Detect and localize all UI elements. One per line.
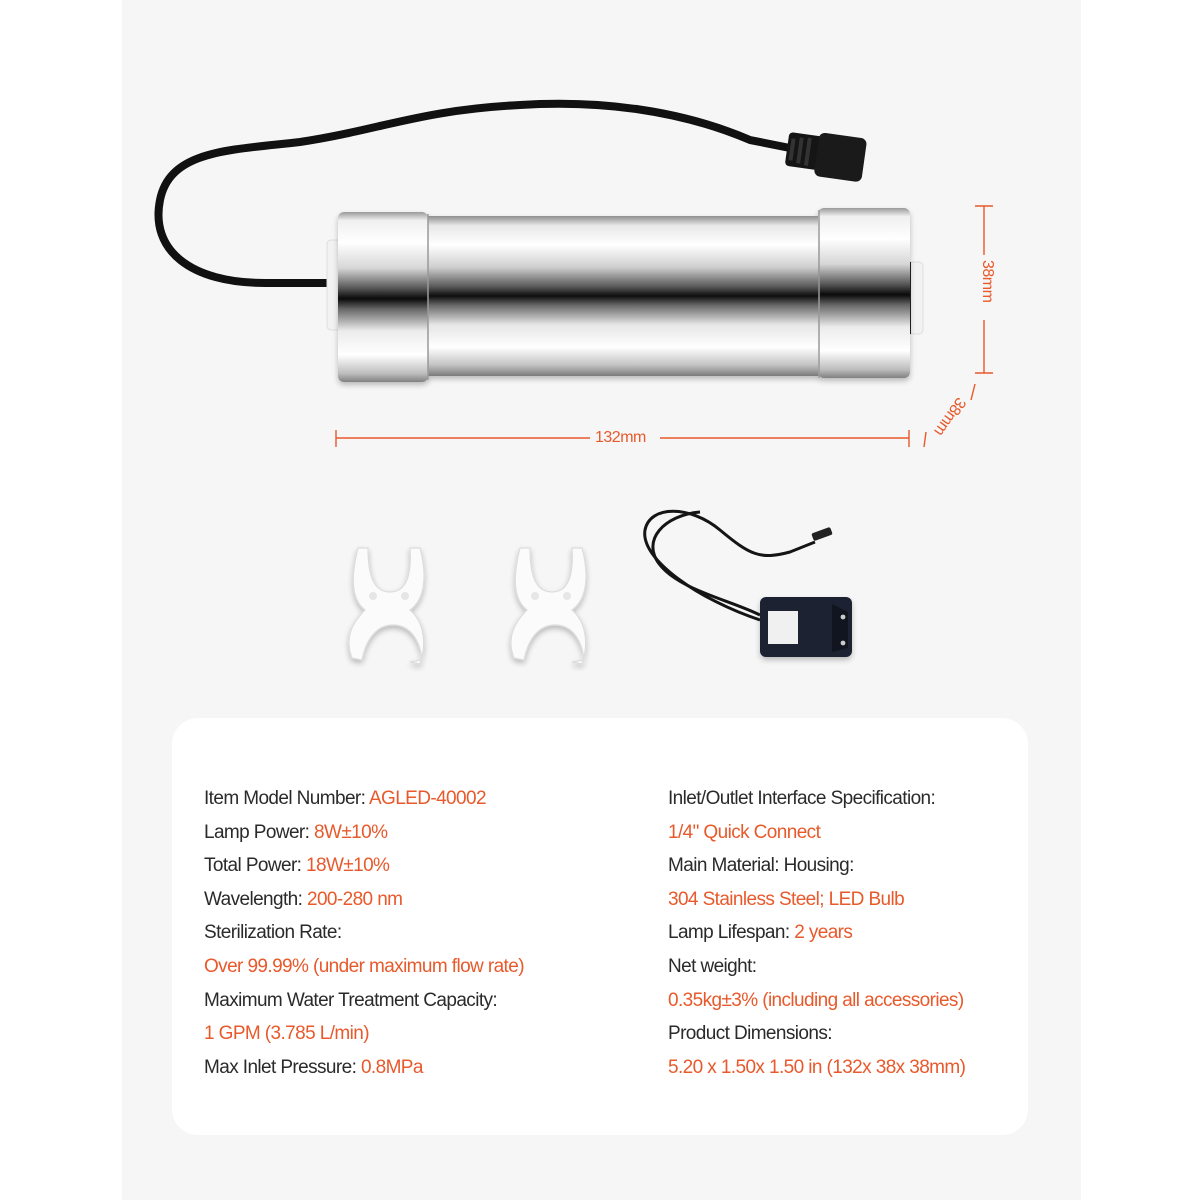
spec-net-weight-label <box>668 950 965 984</box>
spec-value: 200-280 nm <box>307 888 403 910</box>
height-dimension-label: 38mm <box>979 260 996 303</box>
spec-label: Product Dimensions: <box>668 1023 832 1045</box>
spec-value: 18W±10% <box>306 855 390 877</box>
spec-value: 8W±10% <box>314 821 388 843</box>
clip-accessory-1 <box>349 548 424 664</box>
spec-label: Item Model Number: <box>204 788 369 809</box>
spec-interface-label <box>668 782 965 816</box>
spec-value: 5.20 x 1.50x 1.50 in (132x 38x 38mm) <box>668 1056 966 1078</box>
steel-body <box>338 208 910 382</box>
power-adapter-accessory <box>645 511 852 657</box>
spec-sterilization-rate-label <box>204 916 524 950</box>
spec-total-power <box>204 849 524 883</box>
spec-value: AGLED-40002 <box>368 788 486 809</box>
spec-label: Total Power: <box>204 855 307 877</box>
spec-capacity-label <box>204 984 524 1018</box>
spec-label: Main Material: Housing: <box>668 855 854 877</box>
depth-dimension-label: 38mm <box>930 394 969 439</box>
spec-sterilization-rate-value <box>204 950 524 984</box>
spec-capacity-value <box>204 1017 524 1051</box>
spec-value: 0.35kg±3% (including all accessories) <box>668 989 964 1011</box>
spec-dimensions-label <box>668 1017 965 1051</box>
spec-value: 2 years <box>794 922 853 944</box>
dc-connector <box>784 128 867 182</box>
spec-value: 1/4" Quick Connect <box>668 821 821 843</box>
spec-wavelength <box>204 883 524 917</box>
spec-card <box>172 718 1028 1135</box>
spec-label: Net weight: <box>668 955 757 977</box>
length-dimension-label: 132mm <box>595 429 646 446</box>
spec-label: Inlet/Outlet Interface Specification: <box>668 788 936 809</box>
spec-label: Lamp Power: <box>204 821 315 843</box>
spec-column-right <box>668 782 965 1084</box>
spec-value: 0.8MPa <box>360 1056 423 1078</box>
spec-model-number <box>204 782 524 816</box>
spec-label: Max Inlet Pressure: <box>204 1056 361 1078</box>
spec-label: Wavelength: <box>204 888 307 910</box>
spec-column-left <box>204 782 524 1084</box>
spec-value: 304 Stainless Steel; LED Bulb <box>668 888 905 910</box>
spec-interface-value <box>668 816 965 850</box>
spec-material-label <box>668 849 965 883</box>
spec-label: Lamp Lifespan: <box>668 922 795 944</box>
clip-accessory-2 <box>511 548 586 664</box>
spec-value: 1 GPM (3.785 L/min) <box>204 1023 369 1045</box>
spec-value: Over 99.99% (under maximum flow rate) <box>204 955 524 977</box>
spec-net-weight-value <box>668 984 965 1018</box>
spec-max-inlet-pressure <box>204 1051 524 1085</box>
spec-dimensions-value <box>668 1051 965 1085</box>
spec-label: Maximum Water Treatment Capacity: <box>204 989 498 1011</box>
spec-material-value <box>668 883 965 917</box>
spec-label: Sterilization Rate: <box>204 922 342 944</box>
spec-lamp-lifespan <box>668 916 965 950</box>
spec-lamp-power <box>204 816 524 850</box>
